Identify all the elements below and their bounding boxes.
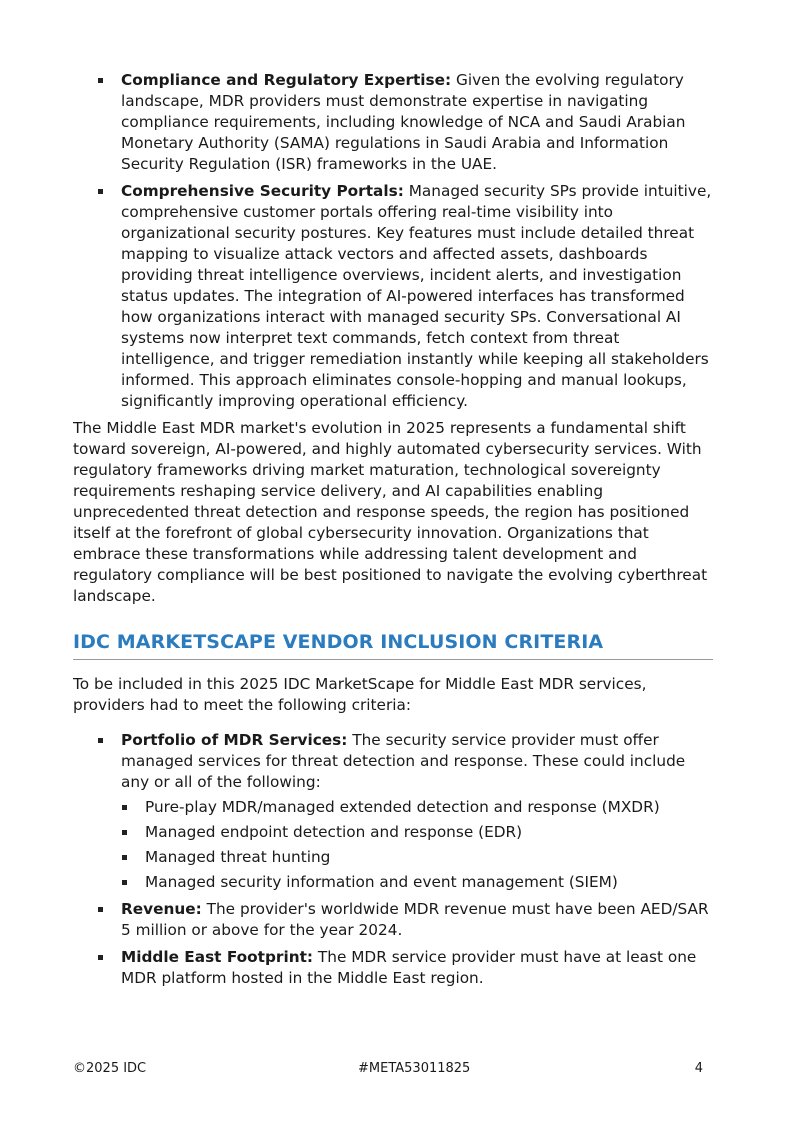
bullet-term: Revenue: [121, 900, 202, 918]
bullet-text: The security service provider must offer managed services for threat detection and response. These could include any or all of the following: [121, 731, 686, 791]
bullet-text: Given the evolving regulatory landscape, MDR providers must demonstrate expertise in navigating compliance requirements, including knowledge of NCA and Saudi Arabian Monetary Authority (SAMA) regulations in Saudi Arabia and Information Security Regulation (ISR) frameworks in the UAE. [121, 71, 686, 173]
criteria-list [73, 730, 713, 989]
list-item [73, 947, 713, 989]
bullet-term: Compliance and Regulatory Expertise: [121, 71, 452, 89]
summary-paragraph: The Middle East MDR market's evolution in 2025 represents a fundamental shift toward sovereign, AI-powered, and highly automated cybersecurity services. With regulatory frameworks driving market maturation, technological sovereignty requirements reshaping service delivery, and AI capabilities enabling unprecedented threat detection and response speeds, the region has positioned itself at the forefront of global cybersecurity innovation. Organizations that embrace these transformations while addressing talent development and regulatory compliance will be best positioned to navigate the evolving cyberthreat landscape. [73, 419, 708, 605]
sub-list-item: Managed threat hunting [121, 847, 713, 868]
bullet-text: The provider's worldwide MDR revenue must have been AED/SAR 5 million or above for the year 2024. [121, 900, 709, 939]
sub-list-item: Managed security information and event management (SIEM) [121, 872, 713, 893]
sub-list-item: Managed endpoint detection and response (EDR) [121, 822, 713, 843]
list-item [73, 181, 713, 412]
list-item [73, 70, 713, 175]
capabilities-list [73, 70, 713, 412]
footer-copyright: ©2025 IDC [73, 1061, 147, 1076]
intro-paragraph: To be included in this 2025 IDC MarketScape for Middle East MDR services, providers had to meet the following criteria: [73, 675, 647, 714]
bullet-text: The MDR service provider must have at least one MDR platform hosted in the Middle East region. [121, 948, 697, 987]
list-item [73, 730, 713, 893]
bullet-text: Managed security SPs provide intuitive, comprehensive customer portals offering real-time visibility into organizational security postures. Key features must include detailed threat mapping to visualize attack vectors and affected assets, dashboards providing threat intelligence overviews, incident alerts, and investigation status updates. The integration of AI-powered interfaces has transformed how organizations interact with managed security SPs. Conversational AI systems now interpret text commands, fetch context from threat intelligence, and trigger remediation instantly while keeping all stakeholders informed. This approach eliminates console-hopping and manual lookups, significantly improving operational efficiency. [121, 182, 712, 410]
footer-page-number: 4 [694, 1061, 703, 1076]
list-item [73, 899, 713, 941]
footer-doc-id: #META53011825 [358, 1061, 471, 1076]
page-content [73, 70, 713, 995]
section-heading: IDC MARKETSCAPE VENDOR INCLUSION CRITERIA [73, 631, 713, 660]
bullet-term: Portfolio of MDR Services: [121, 731, 348, 749]
sub-list [121, 797, 713, 893]
bullet-term: Comprehensive Security Portals: [121, 182, 404, 200]
sub-list-item: Pure-play MDR/managed extended detection and response (MXDR) [121, 797, 713, 818]
bullet-term: Middle East Footprint: [121, 948, 314, 966]
